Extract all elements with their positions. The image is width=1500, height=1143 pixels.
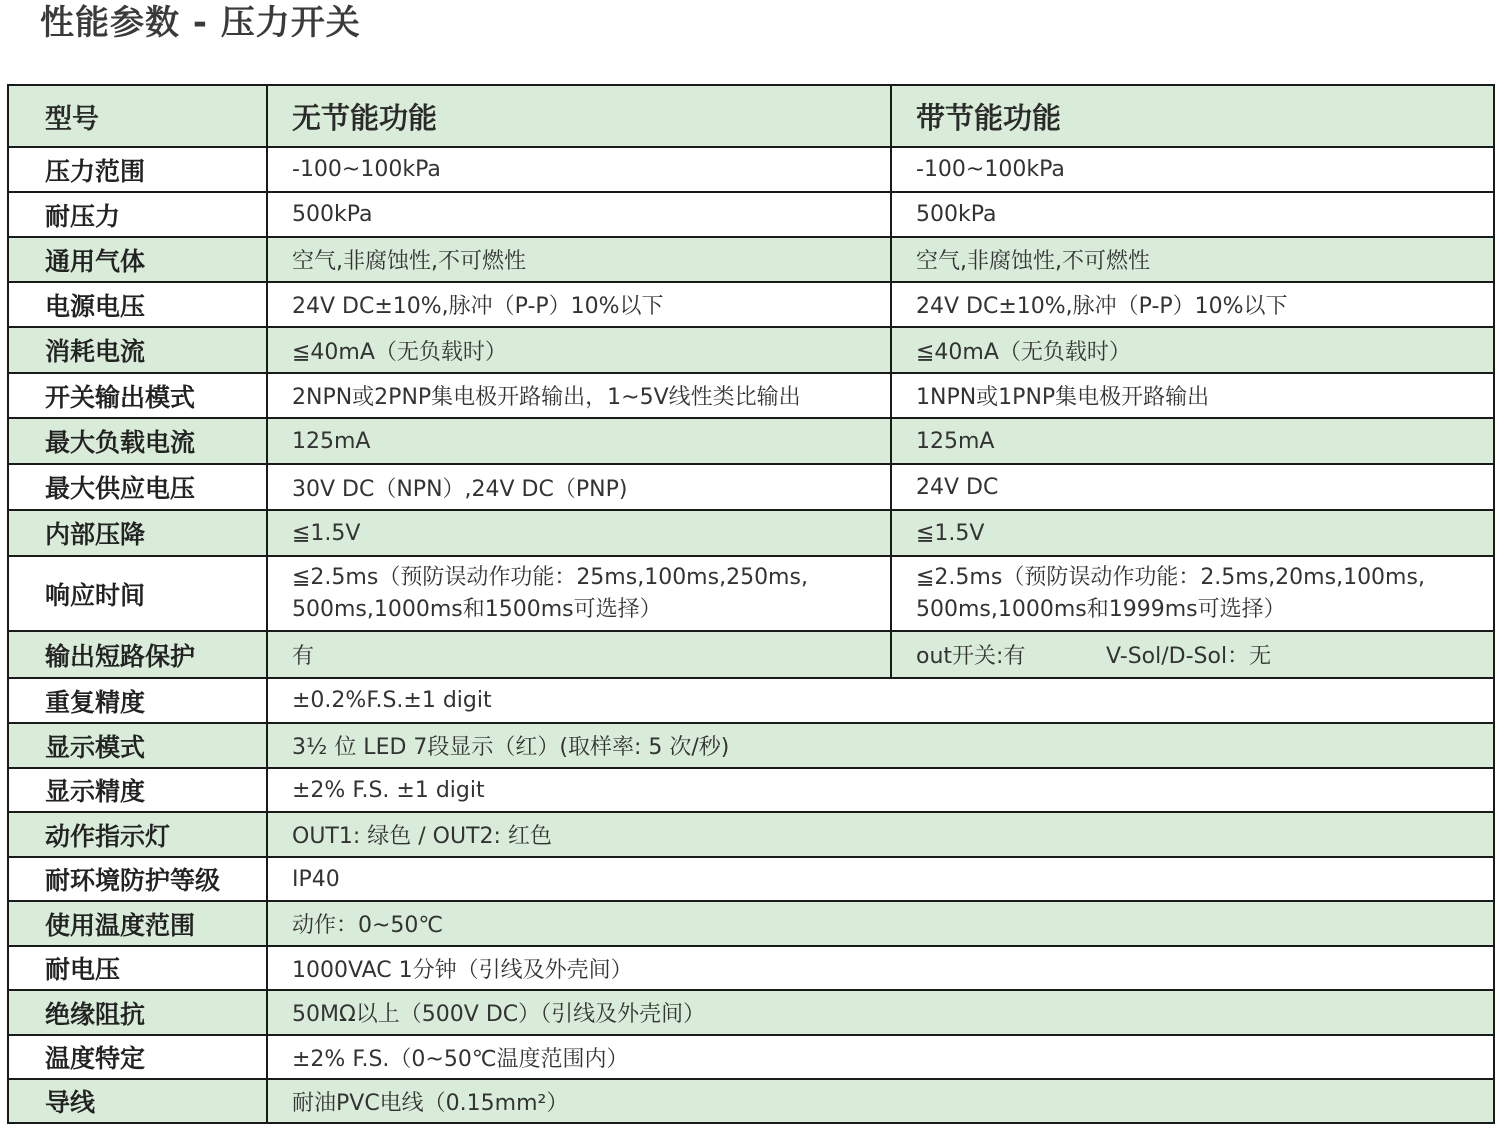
row-value-saving: 500kPa [891, 192, 1494, 237]
row-label: 输出短路保护 [8, 631, 267, 678]
row-label: 使用温度范围 [8, 901, 267, 946]
table-row [8, 990, 1494, 1035]
table-row [8, 510, 1494, 556]
header-model: 型号 [8, 85, 267, 147]
row-value-common: 耐油PVC电线（0.15mm²） [267, 1079, 1494, 1123]
row-value-no-saving: -100~100kPa [267, 147, 891, 192]
row-label: 最大供应电压 [8, 464, 267, 510]
table-row [8, 282, 1494, 327]
table-row [8, 147, 1494, 192]
row-value-no-saving: 30V DC（NPN）,24V DC（PNP) [267, 464, 891, 510]
row-label: 最大负载电流 [8, 418, 267, 464]
table-row [8, 812, 1494, 857]
table-row [8, 768, 1494, 812]
value-line: 500ms,1000ms和1500ms可选择） [292, 596, 662, 622]
table-row [8, 373, 1494, 418]
row-label: 温度特定 [8, 1035, 267, 1079]
row-value-saving: ≦1.5V [891, 510, 1494, 556]
row-value-no-saving: 125mA [267, 418, 891, 464]
value-line: 500ms,1000ms和1999ms可选择） [916, 596, 1286, 622]
row-value-common: 动作：0~50℃ [267, 901, 1494, 946]
header-no-energy-saving: 无节能功能 [267, 85, 891, 147]
header-energy-saving: 带节能功能 [891, 85, 1494, 147]
row-value-no-saving: 24V DC±10%,脉冲（P-P）10%以下 [267, 282, 891, 327]
table-row [8, 723, 1494, 768]
table-row [8, 901, 1494, 946]
table-row [8, 327, 1494, 373]
row-value-saving: 125mA [891, 418, 1494, 464]
table-row [8, 1079, 1494, 1123]
table-row [8, 1035, 1494, 1079]
value-line: ≦2.5ms（预防误动作功能：2.5ms,20ms,100ms, [916, 564, 1425, 590]
row-value-no-saving: ≦1.5V [267, 510, 891, 556]
table-row [8, 556, 1494, 631]
row-label: 绝缘阻抗 [8, 990, 267, 1035]
row-label: 导线 [8, 1079, 267, 1123]
row-value-common: 50MΩ以上（500V DC）（引线及外壳间） [267, 990, 1494, 1035]
table-row [8, 946, 1494, 990]
row-value-no-saving: 500kPa [267, 192, 891, 237]
row-value-no-saving [267, 556, 891, 631]
row-label: 消耗电流 [8, 327, 267, 373]
row-label: 耐环境防护等级 [8, 857, 267, 901]
row-value-common: OUT1: 绿色 / OUT2: 红色 [267, 812, 1494, 857]
row-label: 耐压力 [8, 192, 267, 237]
row-value-no-saving: ≦40mA（无负载时） [267, 327, 891, 373]
row-label: 内部压降 [8, 510, 267, 556]
row-value-no-saving: 空气,非腐蚀性,不可燃性 [267, 237, 891, 282]
row-label: 显示精度 [8, 768, 267, 812]
table-row [8, 237, 1494, 282]
row-label: 通用气体 [8, 237, 267, 282]
row-value-saving: -100~100kPa [891, 147, 1494, 192]
page-title: 性能参数 - 压力开关 [40, 3, 361, 43]
row-value-common: ±2% F.S. ±1 digit [267, 768, 1494, 812]
table-row [8, 631, 1494, 678]
row-label: 响应时间 [8, 556, 267, 631]
row-value-common: IP40 [267, 857, 1494, 901]
row-label: 耐电压 [8, 946, 267, 990]
row-value-saving: 1NPN或1PNP集电极开路输出 [891, 373, 1494, 418]
row-value-common: ±0.2%F.S.±1 digit [267, 678, 1494, 723]
table-row [8, 192, 1494, 237]
table-row [8, 464, 1494, 510]
row-label: 压力范围 [8, 147, 267, 192]
value-vsol-dsol: V-Sol/D-Sol：无 [1106, 644, 1272, 669]
row-value-saving [891, 556, 1494, 631]
spec-table [7, 84, 1495, 1124]
row-label: 开关输出模式 [8, 373, 267, 418]
table-row [8, 678, 1494, 723]
row-value-saving: 空气,非腐蚀性,不可燃性 [891, 237, 1494, 282]
row-label: 重复精度 [8, 678, 267, 723]
row-value-saving: 24V DC [891, 464, 1494, 510]
row-value-no-saving: 有 [267, 631, 891, 678]
value-out-switch: out开关:有 [916, 644, 1026, 669]
table-row [8, 857, 1494, 901]
row-value-common: 3½ 位 LED 7段显示（红）(取样率: 5 次/秒) [267, 723, 1494, 768]
row-value-no-saving: 2NPN或2PNP集电极开路输出，1~5V线性类比输出 [267, 373, 891, 418]
row-value-saving: 24V DC±10%,脉冲（P-P）10%以下 [891, 282, 1494, 327]
table-header-row [8, 85, 1494, 147]
row-value-common: ±2% F.S.（0~50℃温度范围内） [267, 1035, 1494, 1079]
row-value-common: 1000VAC 1分钟（引线及外壳间） [267, 946, 1494, 990]
value-line: ≦2.5ms（预防误动作功能：25ms,100ms,250ms, [292, 564, 808, 590]
row-label: 显示模式 [8, 723, 267, 768]
row-value-saving: ≦40mA（无负载时） [891, 327, 1494, 373]
table-row [8, 418, 1494, 464]
row-value-saving [891, 631, 1494, 678]
row-label: 电源电压 [8, 282, 267, 327]
row-label: 动作指示灯 [8, 812, 267, 857]
